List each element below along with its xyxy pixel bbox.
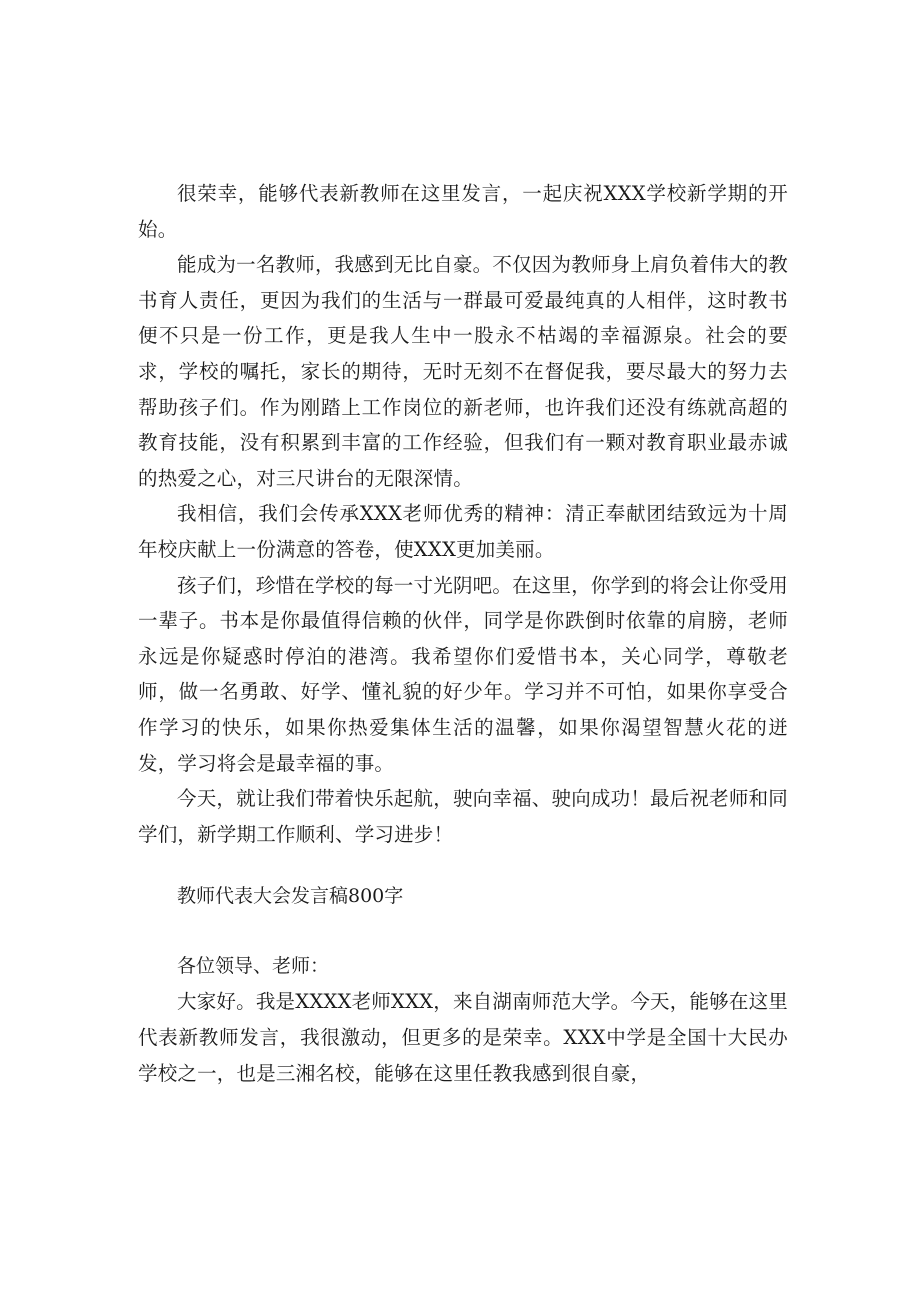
paragraph-pride: 能成为一名教师，我感到无比自豪。不仅因为教师身上肩负着伟大的教书育人责任，更因为我们的生活与一群最可爱最纯真的人相伴，这时教书便不只是一份工作，更是我人生中一股永不枯竭的幸福源泉。社会的要求，学校的嘱托，家长的期待，无时无刻不在督促我，要尽最大的努力去帮助孩子们。作为刚踏上工作岗位的新老师，也许我们还没有练就高超的教育技能，没有积累到丰富的工作经验，但我们有一颗对教育职业最赤诚的热爱之心，对三尺讲台的无限深情。	[138, 253, 788, 490]
document-body	[138, 176, 788, 1091]
paragraph-closing: 今天，就让我们带着快乐起航，驶向幸福、驶向成功！最后祝老师和同学们，新学期工作顺利、学习进步！	[138, 787, 788, 846]
spacer	[138, 915, 788, 949]
paragraph-introduction: 大家好。我是XXXX老师XXX，来自湖南师范大学。今天，能够在这里代表新教师发言，我很激动，但更多的是荣幸。XXX中学是全国十大民办学校之一，也是三湘名校，能够在这里任教我感到很自豪，	[138, 990, 788, 1085]
spacer	[138, 852, 788, 879]
salutation: 各位领导、老师：	[177, 954, 330, 977]
paragraph-belief: 我相信，我们会传承XXX老师优秀的精神：清正奉献团结致远为十周年校庆献上一份满意的答卷，使XXX更加美丽。	[138, 502, 788, 561]
paragraph-opening: 很荣幸，能够代表新教师在这里发言，一起庆祝XXX学校新学期的开始。	[138, 182, 788, 241]
paragraph-children: 孩子们，珍惜在学校的每一寸光阴吧。在这里，你学到的将会让你受用一辈子。书本是你最值得信赖的伙伴，同学是你跌倒时依靠的肩膀，老师永远是你疑惑时停泊的港湾。我希望你们爱惜书本，关心同学，尊敬老师，做一名勇敢、好学、懂礼貌的好少年。学习并不可怕，如果你享受合作学习的快乐，如果你热爱集体生活的温馨，如果你渴望智慧火花的迸发，学习将会是最幸福的事。	[138, 573, 788, 775]
section-title: 教师代表大会发言稿800字	[177, 885, 404, 908]
